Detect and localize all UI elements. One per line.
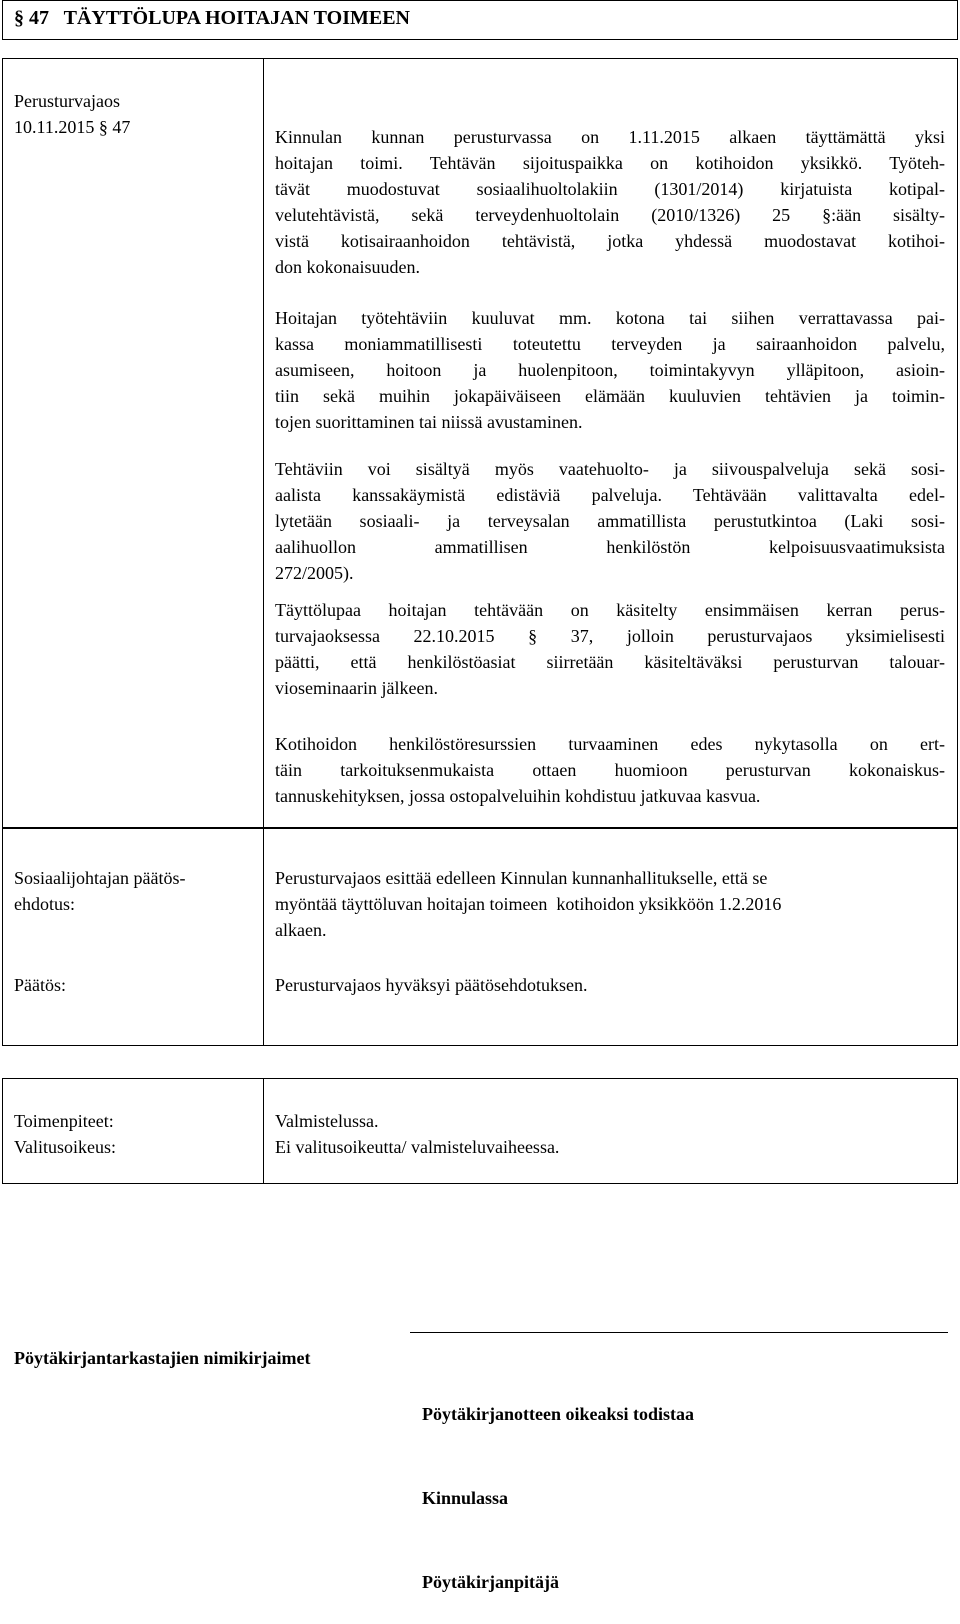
column-divider [263, 58, 264, 828]
appeal-value: Ei valitusoikeutta/ valmisteluvaiheessa. [275, 1137, 560, 1157]
footer-certification [422, 1344, 694, 1624]
text-line: lytetään sosiaali- ja terveysalan ammatillista perustutkintoa (Laki sosi- [275, 511, 945, 531]
paragraph-5 [275, 731, 945, 809]
text-line: Hoitajan työtehtäviin kuuluvat mm. kotona tai siihen verrattavassa pai- [275, 308, 945, 328]
meeting-label [14, 88, 130, 140]
footer-keeper: Pöytäkirjanpitäjä [422, 1572, 559, 1592]
meeting-name: Perusturvajaos [14, 91, 120, 111]
text-line: vistä kotisairaanhoidon tehtävistä, jotka yhdessä muodostavat kotihoi- [275, 231, 945, 251]
footer-rule [410, 1332, 948, 1333]
proposal-label [14, 865, 185, 917]
text-line: tannuskehityksen, jossa ostopalveluihin kohdistuu jatkuvaa kasvua. [275, 786, 761, 806]
measures-label: Toimenpiteet: [14, 1111, 114, 1131]
text-line: velutehtävistä, sekä terveydenhuoltolain (2010/1326) 25 §:ään sisälty- [275, 205, 945, 225]
paragraph-3 [275, 456, 945, 586]
actions-labels [14, 1108, 116, 1160]
measures-value: Valmistelussa. [275, 1111, 379, 1131]
footer-certify-line: Pöytäkirjanotteen oikeaksi todistaa [422, 1404, 694, 1424]
section-title: § 47 TÄYTTÖLUPA HOITAJAN TOIMEEN [14, 7, 410, 29]
decision-text: Perusturvajaos hyväksyi päätösehdotuksen. [275, 975, 588, 995]
proposal-label-line: ehdotus: [14, 894, 75, 914]
footer-place: Kinnulassa [422, 1488, 509, 1508]
text-line: päätti, että henkilöstöasiat siirretään käsiteltäväksi perusturvan talouar- [275, 652, 945, 672]
footer-initials-label: Pöytäkirjantarkastajien nimikirjaimet [14, 1348, 311, 1368]
text-line: aalista kanssakäymistä edistäviä palveluja. Tehtävään valittavalta edel- [275, 485, 945, 505]
text-line: don kokonaisuuden. [275, 257, 420, 277]
text-line: Tehtäviin voi sisältyä myös vaatehuolto- ja siivouspalveluja sekä sosi- [275, 459, 945, 479]
text-line: aalihuollon ammatillisen henkilöstön kelpoisuusvaatimuksista [275, 537, 945, 557]
text-line: tojen suorittaminen tai niissä avustaminen. [275, 412, 583, 432]
proposal-label-line: Sosiaalijohtajan päätös- [14, 868, 186, 888]
paragraph-2 [275, 305, 945, 435]
text-line: tiin sekä muihin jokapäiväiseen elämään kuuluvien tehtävien ja toimin- [275, 386, 945, 406]
text-line: vioseminaarin jälkeen. [275, 678, 438, 698]
text-line: Perusturvajaos esittää edelleen Kinnulan kunnanhallitukselle, että se [275, 868, 768, 888]
appeal-label: Valitusoikeus: [14, 1137, 116, 1157]
text-line: Kinnulan kunnan perusturvassa on 1.11.2015 alkaen täyttämättä yksi [275, 127, 945, 147]
decision-label: Päätös: [14, 975, 66, 995]
text-line: myöntää täyttöluvan hoitajan toimeen kotihoidon yksikköön 1.2.2016 [275, 894, 782, 914]
text-line: kassa moniammatillisesti toteutettu terveyden ja sairaanhoidon palvelu, [275, 334, 945, 354]
text-line: 272/2005). [275, 563, 354, 583]
text-line: Täyttölupaa hoitajan tehtävään on käsitelty ensimmäisen kerran perus- [275, 600, 945, 620]
text-line: hoitajan toimi. Tehtävän sijoituspaikka on kotihoidon yksikkö. Työteh- [275, 153, 945, 173]
text-line: Kotihoidon henkilöstöresurssien turvaaminen edes nykytasolla on ert- [275, 734, 945, 754]
actions-values [275, 1108, 559, 1160]
meeting-date-section: 10.11.2015 § 47 [14, 117, 131, 137]
paragraph-1 [275, 124, 945, 280]
proposal-text [275, 865, 945, 943]
text-line: asumiseen, hoitoon ja huolenpitoon, toimintakyvyn ylläpitoon, asioin- [275, 360, 945, 380]
column-divider [263, 828, 264, 1046]
text-line: turvajaoksessa 22.10.2015 § 37, jolloin perusturvajaos yksimielisesti [275, 626, 945, 646]
text-line: tävät muodostuvat sosiaalihuoltolakiin (1301/2014) kirjatuista kotipal- [275, 179, 945, 199]
text-line: alkaen. [275, 920, 327, 940]
paragraph-4 [275, 597, 945, 701]
text-line: täin tarkoituksenmukaista ottaen huomioon perusturvan kokonaiskus- [275, 760, 945, 780]
column-divider [263, 1078, 264, 1184]
